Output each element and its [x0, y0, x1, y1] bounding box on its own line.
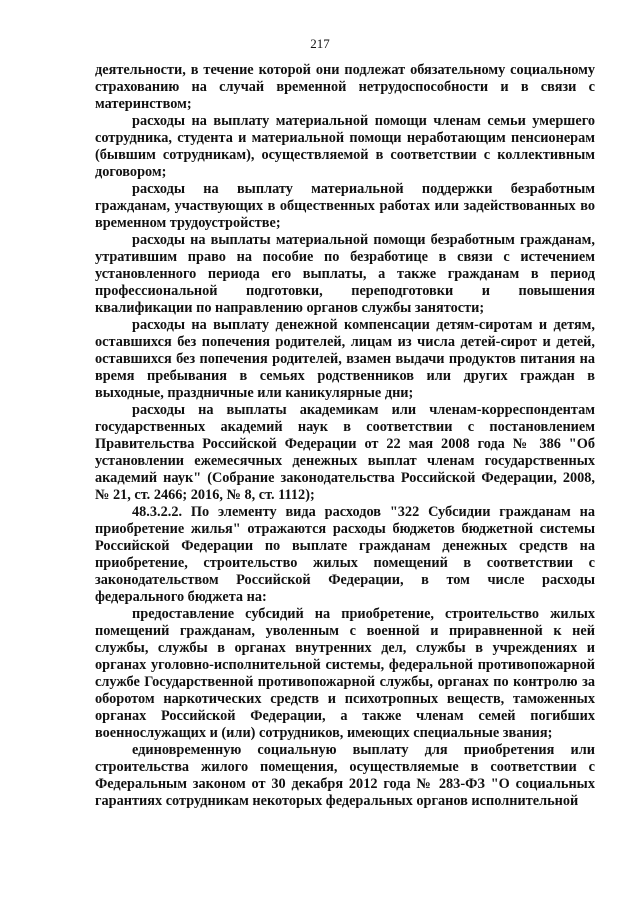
paragraph: расходы на выплаты материальной помощи безработным гражданам, утратившим право на пособие по безработице в связи с истечением установленного периода его выплаты, а также гражданам в период профессиональной подготовки, переподготовки и повышения квалификации по направлению органов службы занятости;	[95, 232, 595, 316]
paragraph: расходы на выплату денежной компенсации детям-сиротам и детям, оставшихся без попечения родителей, лицам из числа детей-сирот и детей, оставшихся без попечения родителей, взамен выдачи продуктов питания на время пребывания в семьях родственников или других граждан в выходные, праздничные или каникулярные дни;	[95, 317, 595, 401]
paragraph: деятельности, в течение которой они подлежат обязательному социальному страхованию на случай временной нетрудоспособности и в связи с материнством;	[95, 62, 595, 112]
paragraph: расходы на выплату материальной помощи членам семьи умершего сотрудника, студента и материальной помощи неработающим пенсионерам (бывшим сотрудникам), осуществляемой в соответствии с коллективным договором;	[95, 113, 595, 180]
document-body	[95, 62, 595, 810]
paragraph: расходы на выплаты академикам или членам-корреспондентам государственных академий наук в соответствии с постановлением Правительства Российской Федерации от 22 мая 2008 года № 386 "Об установлении ежемесячных денежных выплат членам государственных академий наук" (Собрание законодательства Российской Федерации, 2008, № 21, ст. 2466; 2016, № 8, ст. 1112);	[95, 402, 595, 503]
page-number: 217	[310, 36, 330, 51]
paragraph: единовременную социальную выплату для приобретения или строительства жилого помещения, осуществляемые в соответствии с Федеральным законом от 30 декабря 2012 года № 283-ФЗ "О социальных гарантиях сотрудникам некоторых федеральных органов исполнительной	[95, 742, 595, 809]
paragraph: 48.3.2.2. По элементу вида расходов "322 Субсидии гражданам на приобретение жилья" отражаются расходы бюджетов бюджетной системы Российской Федерации по выплате гражданам денежных средств на приобретение, строительство жилых помещений в соответствии с законодательством Российской Федерации, в том числе расходы федерального бюджета на:	[95, 504, 595, 605]
paragraph: расходы на выплату материальной поддержки безработным гражданам, участвующих в общественных работах или задействованных во временном трудоустройстве;	[95, 181, 595, 231]
paragraph: предоставление субсидий на приобретение, строительство жилых помещений гражданам, уволенным с военной и приравненной к ней службы, службы в органах внутренних дел, службы в учреждениях и органах уголовно-исполнительной системы, федеральной противопожарной службе Государственной противопожарной службы, органах по контролю за оборотом наркотических средств и психотропных веществ, таможенных органах Российской Федерации, а также членам семей погибших военнослужащих и (или) сотрудников, имеющих специальные звания;	[95, 606, 595, 741]
